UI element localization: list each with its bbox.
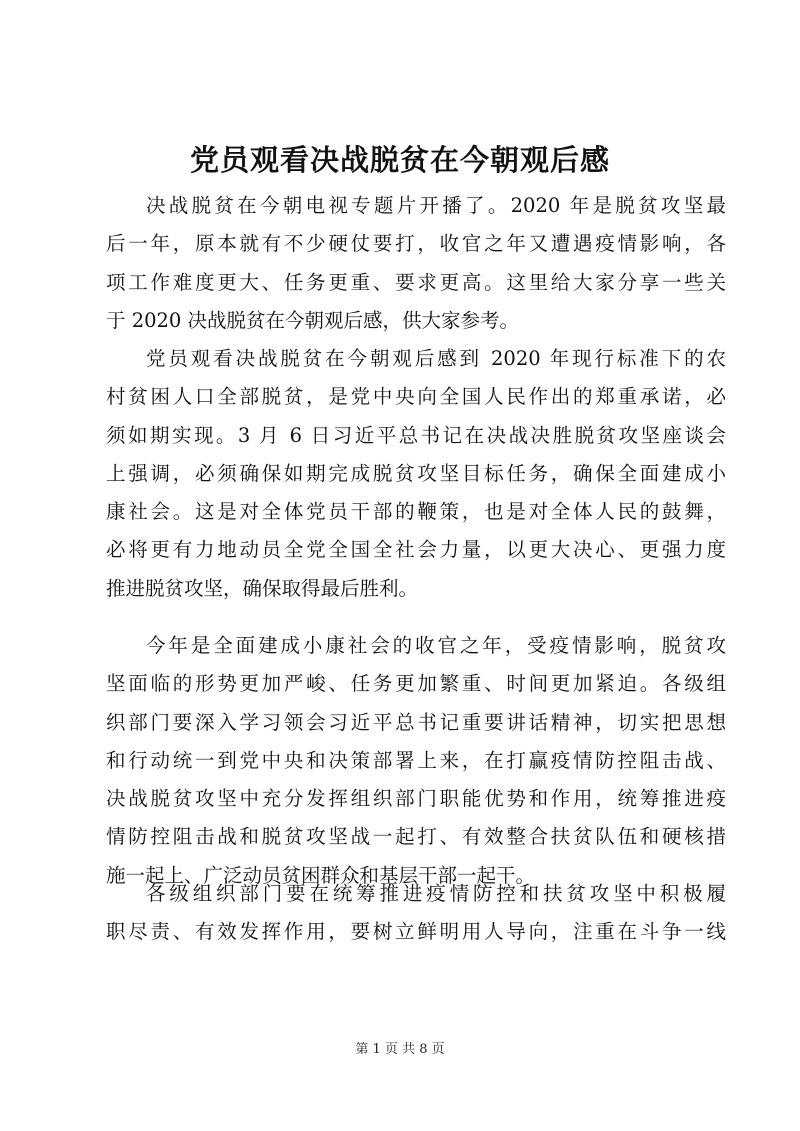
paragraph-line: 村贫困人口全部脱贫，是党中央向全国人民作出的郑重承诺，必 [106, 385, 726, 409]
paragraph-line: 后一年，原本就有不少硬仗要打，收官之年又遭遇疫情影响，各 [106, 232, 726, 256]
paragraph-2 [106, 340, 726, 608]
paragraph-line: 决战脱贫在今朝电视专题片开播了。2020 年是脱贫攻坚最 [146, 194, 726, 217]
page-number-footer: 第 1 页 共 8 页 [355, 1042, 445, 1057]
paragraph-1 [106, 187, 726, 340]
paragraph-line: 须如期实现。3 月 6 日习近平总书记在决战决胜脱贫攻坚座谈会 [106, 423, 726, 447]
paragraph-line: 坚面临的形势更加严峻、任务更加繁重、时间更加紧迫。各级组 [106, 672, 726, 696]
paragraph-line: 项工作难度更大、任务更重、要求更高。这里给大家分享一些关 [106, 270, 726, 294]
paragraph-line: 党员观看决战脱贫在今朝观后感到 2020 年现行标准下的农 [146, 347, 726, 370]
paragraph-line: 职尽责、有效发挥作用，要树立鲜明用人导向，注重在斗争一线 [106, 920, 726, 944]
paragraph-line: 情防控阻击战和脱贫攻坚战一起打、有效整合扶贫队伍和硬核措 [106, 825, 726, 849]
paragraph-3 [106, 627, 726, 895]
paragraph-line: 施一起上、广泛动员贫困群众和基层干部一起干。 [106, 863, 536, 887]
paragraph-line: 必将更有力地动员全党全国全社会力量，以更大决心、更强力度 [106, 538, 726, 562]
paragraph-line: 各级组织部门要在统筹推进疫情防控和扶贫攻坚中积极履 [146, 882, 726, 905]
paragraph-line: 今年是全面建成小康社会的收官之年，受疫情影响，脱贫攻 [146, 634, 726, 657]
document-title: 党员观看决战脱贫在今朝观后感 [189, 143, 610, 177]
paragraph-line: 织部门要深入学习领会习近平总书记重要讲话精神，切实把思想 [106, 710, 726, 734]
paragraph-4 [106, 875, 726, 952]
paragraph-line: 和行动统一到党中央和决策部署上来，在打赢疫情防控阻击战、 [106, 748, 726, 772]
paragraph-line: 上强调，必须确保如期完成脱贫攻坚目标任务，确保全面建成小 [106, 461, 726, 485]
paragraph-line: 康社会。这是对全体党员干部的鞭策，也是对全体人民的鼓舞， [106, 500, 726, 524]
paragraph-line: 于 2020 决战脱贫在今朝观后感，供大家参考。 [106, 308, 520, 332]
paragraph-line: 决战脱贫攻坚中充分发挥组织部门职能优势和作用，统筹推进疫 [106, 787, 726, 811]
paragraph-line: 推进脱贫攻坚，确保取得最后胜利。 [106, 576, 419, 600]
